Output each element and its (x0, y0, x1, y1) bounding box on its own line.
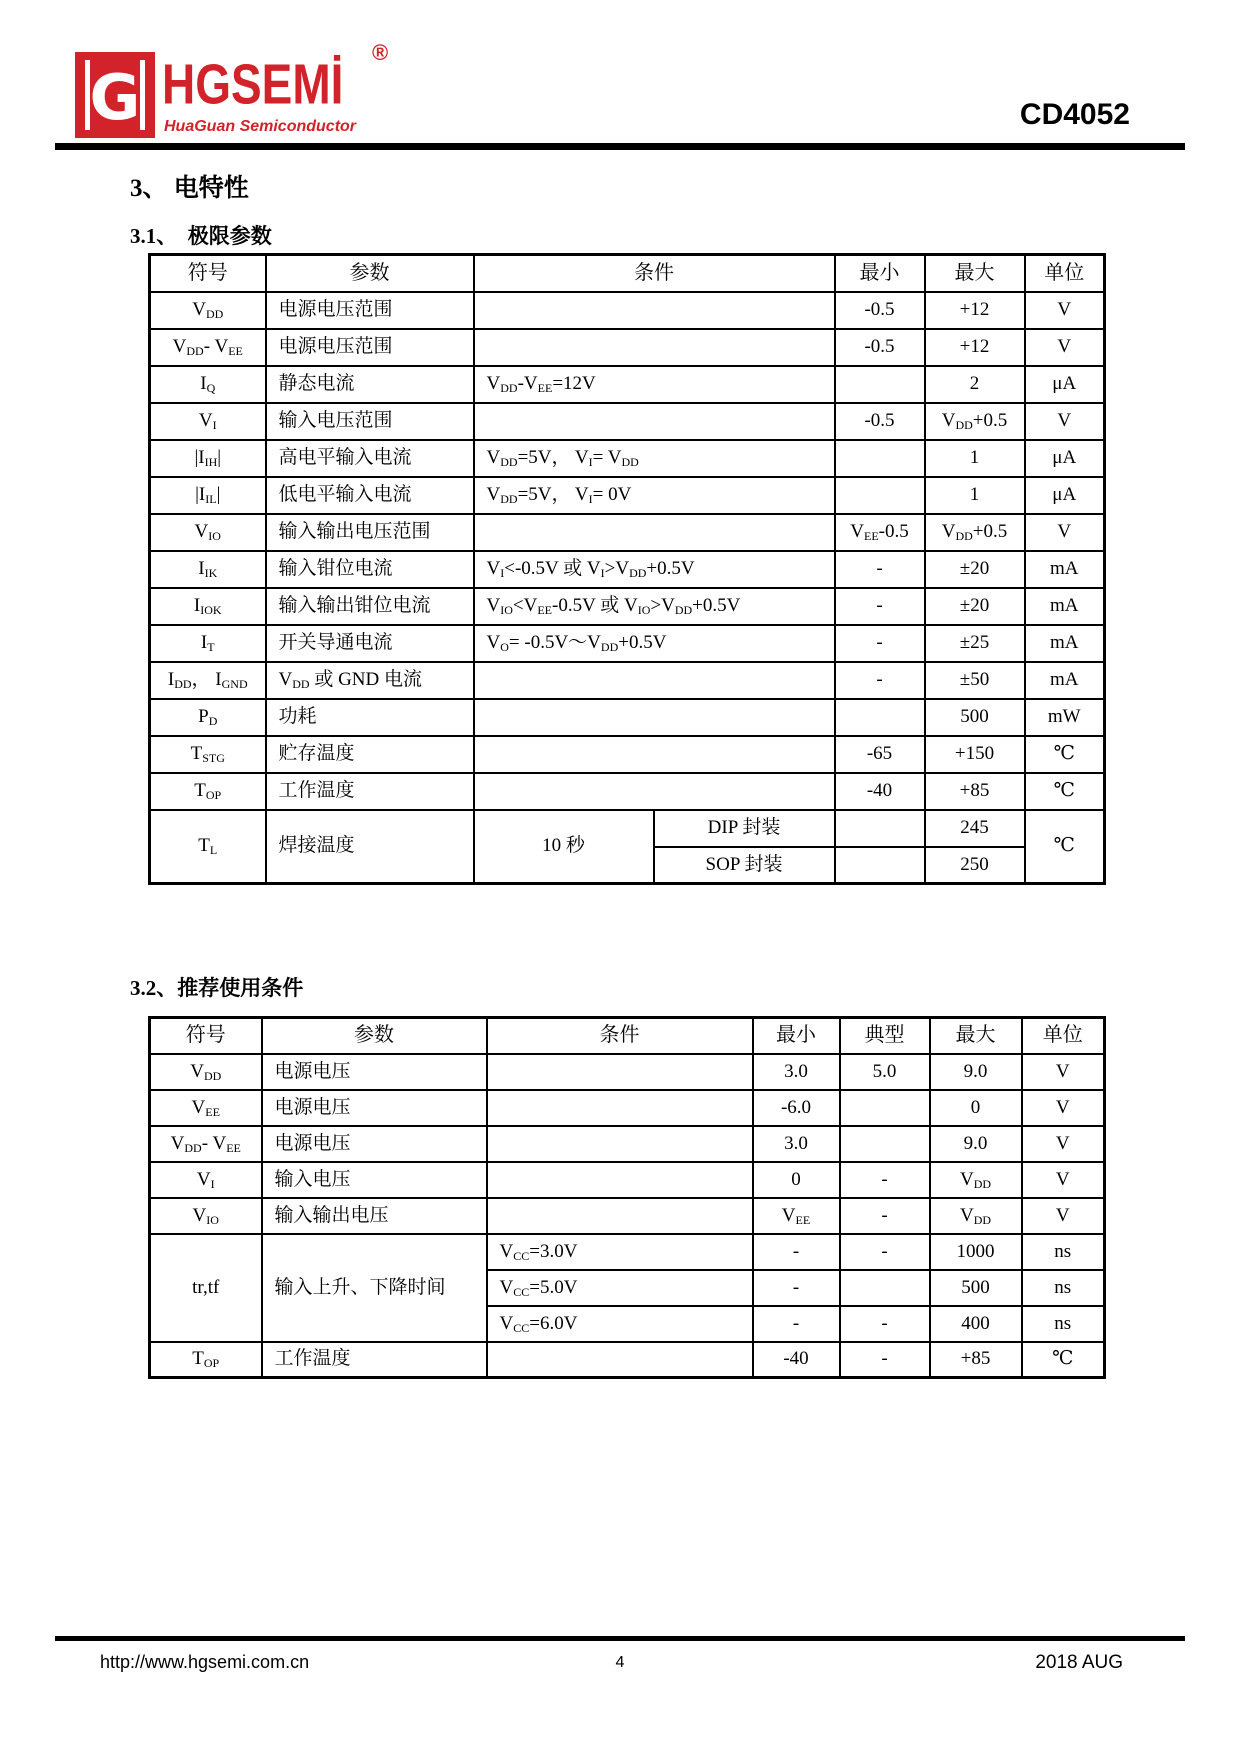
max-cell: 1 (925, 440, 1025, 477)
max-cell: 0 (930, 1090, 1022, 1126)
limits-table (148, 253, 1106, 885)
symbol-cell: $I_T$ (150, 625, 266, 662)
min-cell: - (835, 551, 925, 588)
max-cell: 1 (925, 477, 1025, 514)
cond-cell: $V_O=$ $-0.5V\sim V_{DD}+0.5V$ (474, 625, 835, 662)
symbol-cell: $V_{EE}$ (150, 1090, 262, 1126)
max-cell: 250 (925, 847, 1025, 884)
cond-cell (487, 1342, 753, 1378)
param-cell: 开关导通电流 (266, 625, 474, 662)
min-cell: - (753, 1306, 840, 1342)
cond-cell: $V_{DD}=5V$， $V_I= V_{DD}$ (474, 440, 835, 477)
symbol-cell: $T_{STG}$ (150, 736, 266, 773)
param-cell: 电源电压 (262, 1054, 487, 1090)
max-cell: 245 (925, 810, 1025, 847)
unit-cell: V (1022, 1162, 1105, 1198)
section-title-limits: 3.1、 极限参数 (130, 224, 272, 248)
max-cell: 9.0 (930, 1126, 1022, 1162)
max-cell: +12 (925, 292, 1025, 329)
header-max: 最大 (925, 255, 1025, 292)
max-cell: 500 (925, 699, 1025, 736)
unit-cell: ns (1022, 1234, 1105, 1270)
max-cell: +150 (925, 736, 1025, 773)
table-row (150, 440, 1105, 477)
symbol-cell: $V_{DD}-$ $V_{EE}$ (150, 1126, 262, 1162)
unit-cell: V (1022, 1198, 1105, 1234)
header-condition: 条件 (487, 1018, 753, 1054)
max-cell: +12 (925, 329, 1025, 366)
min-cell: -0.5 (835, 292, 925, 329)
min-cell: -0.5 (835, 329, 925, 366)
typ-cell (840, 1270, 930, 1306)
hgsemi-logo-icon (75, 52, 155, 138)
min-cell: $V_{EE}$ (753, 1198, 840, 1234)
cond-cell (474, 329, 835, 366)
footer-date: 2018 AUG (1035, 1652, 1123, 1673)
cond-cell (487, 1090, 753, 1126)
header-typical: 典型 (840, 1018, 930, 1054)
param-cell: 输入输出电压 (262, 1198, 487, 1234)
header-symbol: 符号 (150, 1018, 262, 1054)
table-row (150, 1054, 1105, 1090)
max-cell: $V_{DD}+0.5$ (925, 514, 1025, 551)
table-row (150, 773, 1105, 810)
registered-trademark-icon: ® (372, 40, 389, 65)
table-row (150, 1198, 1105, 1234)
param-cell: 输入电压 (262, 1162, 487, 1198)
min-cell: - (753, 1234, 840, 1270)
table-row (150, 292, 1105, 329)
typ-cell (840, 1090, 930, 1126)
unit-cell: V (1022, 1126, 1105, 1162)
min-cell: - (835, 662, 925, 699)
footer-url: http://www.hgsemi.com.cn (100, 1652, 310, 1672)
symbol-cell: $P_D$ (150, 699, 266, 736)
cond-cell (474, 403, 835, 440)
unit-cell: V (1022, 1054, 1105, 1090)
table-row (150, 403, 1105, 440)
unit-cell: mA (1025, 551, 1105, 588)
max-cell: 500 (930, 1270, 1022, 1306)
unit-cell: μA (1025, 366, 1105, 403)
unit-cell: mW (1025, 699, 1105, 736)
param-cell: 电源电压 (262, 1090, 487, 1126)
cond-cell: $V_{CC}=5.0V$ (487, 1270, 753, 1306)
max-cell: 2 (925, 366, 1025, 403)
param-cell: 焊接温度 (266, 810, 474, 884)
cond-cell: $V_{CC}=3.0V$ (487, 1234, 753, 1270)
max-cell: ±20 (925, 551, 1025, 588)
header-unit: 单位 (1022, 1018, 1105, 1054)
cond-cell: $V_{CC}=6.0V$ (487, 1306, 753, 1342)
unit-cell: ℃ (1025, 736, 1105, 773)
param-cell: 静态电流 (266, 366, 474, 403)
typ-cell: - (840, 1234, 930, 1270)
unit-cell: V (1022, 1090, 1105, 1126)
min-cell (835, 810, 925, 847)
param-cell: $V_{DD}$ 或 GND 电流 (266, 662, 474, 699)
table-row (150, 625, 1105, 662)
unit-cell: V (1025, 292, 1105, 329)
unit-cell: mA (1025, 662, 1105, 699)
table-row (150, 477, 1105, 514)
header-condition: 条件 (474, 255, 835, 292)
unit-cell: mA (1025, 625, 1105, 662)
param-cell: 输入电压范围 (266, 403, 474, 440)
unit-cell: V (1025, 514, 1105, 551)
param-cell: 电源电压范围 (266, 329, 474, 366)
package-cell: SOP 封装 (654, 847, 835, 884)
max-cell: ±20 (925, 588, 1025, 625)
part-number: CD4052 (1019, 98, 1130, 131)
symbol-cell: $V_{IO}$ (150, 1198, 262, 1234)
min-cell (835, 847, 925, 884)
param-cell: 输入上升、下降时间 (262, 1234, 487, 1342)
param-cell: 低电平输入电流 (266, 477, 474, 514)
min-cell (835, 440, 925, 477)
cond-cell (474, 662, 835, 699)
typ-cell: 5.0 (840, 1054, 930, 1090)
min-cell: -40 (753, 1342, 840, 1378)
min-cell: -6.0 (753, 1090, 840, 1126)
cond-cell (474, 699, 835, 736)
cond-cell: $V_{DD}=5V$， $V_I= 0V$ (474, 477, 835, 514)
brand-tagline: HuaGuan Semiconductor (164, 118, 357, 135)
unit-cell: mA (1025, 588, 1105, 625)
header-min: 最小 (753, 1018, 840, 1054)
section-title-electrical: 3、 电特性 (130, 175, 249, 202)
min-cell: - (753, 1270, 840, 1306)
cond-cell (487, 1054, 753, 1090)
header-min: 最小 (835, 255, 925, 292)
param-cell: 高电平输入电流 (266, 440, 474, 477)
typ-cell: - (840, 1306, 930, 1342)
table-row (150, 329, 1105, 366)
typ-cell: - (840, 1198, 930, 1234)
typ-cell: - (840, 1342, 930, 1378)
table-row (150, 1162, 1105, 1198)
package-cell: DIP 封装 (654, 810, 835, 847)
max-cell: $V_{DD}$ (930, 1198, 1022, 1234)
cond-cell: 10 秒 (474, 810, 654, 884)
page-number: 4 (615, 1654, 625, 1671)
header-max: 最大 (930, 1018, 1022, 1054)
max-cell: $V_{DD}+0.5$ (925, 403, 1025, 440)
min-cell: 0 (753, 1162, 840, 1198)
cond-cell: $V_{DD}-V_{EE}=12V$ (474, 366, 835, 403)
symbol-cell: $|I_{IL}|$ (150, 477, 266, 514)
table-row (150, 1234, 1105, 1270)
unit-cell: ns (1022, 1270, 1105, 1306)
table-header-row (150, 1018, 1105, 1054)
header-parameter: 参数 (262, 1018, 487, 1054)
brand-name: HGSEMİ (162, 52, 344, 116)
unit-cell: μA (1025, 477, 1105, 514)
param-cell: 输入钳位电流 (266, 551, 474, 588)
symbol-cell: $V_I$ (150, 1162, 262, 1198)
cond-cell (474, 773, 835, 810)
table-row (150, 514, 1105, 551)
cond-cell (487, 1126, 753, 1162)
param-cell: 工作温度 (262, 1342, 487, 1378)
cond-cell (487, 1198, 753, 1234)
min-cell (835, 477, 925, 514)
param-cell: 电源电压范围 (266, 292, 474, 329)
unit-cell: ℃ (1022, 1342, 1105, 1378)
max-cell: 1000 (930, 1234, 1022, 1270)
param-cell: 输入输出电压范围 (266, 514, 474, 551)
min-cell (835, 699, 925, 736)
unit-cell: ℃ (1025, 773, 1105, 810)
cond-cell (474, 514, 835, 551)
max-cell: 9.0 (930, 1054, 1022, 1090)
table-row (150, 1090, 1105, 1126)
cond-cell (474, 736, 835, 773)
symbol-cell: $I_{IOK}$ (150, 588, 266, 625)
typ-cell: - (840, 1162, 930, 1198)
min-cell: 3.0 (753, 1054, 840, 1090)
header-symbol: 符号 (150, 255, 266, 292)
symbol-cell: $V_{DD}-$ $V_{EE}$ (150, 329, 266, 366)
max-cell: ±25 (925, 625, 1025, 662)
symbol-cell: $T_{OP}$ (150, 773, 266, 810)
unit-cell: ℃ (1025, 810, 1105, 884)
symbol-cell: $V_{IO}$ (150, 514, 266, 551)
min-cell: - (835, 625, 925, 662)
symbol-cell: tr,tf (150, 1234, 262, 1342)
cond-cell (487, 1162, 753, 1198)
min-cell (835, 366, 925, 403)
section-title-recommended: 3.2、推荐使用条件 (130, 976, 304, 1000)
max-cell: +85 (925, 773, 1025, 810)
param-cell: 贮存温度 (266, 736, 474, 773)
typ-cell (840, 1126, 930, 1162)
table-row (150, 736, 1105, 773)
table-row (150, 699, 1105, 736)
symbol-cell: $I_{DD}$， $I_{GND}$ (150, 662, 266, 699)
param-cell: 工作温度 (266, 773, 474, 810)
max-cell: ±50 (925, 662, 1025, 699)
symbol-cell: $V_{DD}$ (150, 292, 266, 329)
header-unit: 单位 (1025, 255, 1105, 292)
param-cell: 功耗 (266, 699, 474, 736)
table-row (150, 1126, 1105, 1162)
max-cell: $V_{DD}$ (930, 1162, 1022, 1198)
symbol-cell: $I_{IK}$ (150, 551, 266, 588)
param-cell: 输入输出钳位电流 (266, 588, 474, 625)
table-row (150, 551, 1105, 588)
symbol-cell: $T_L$ (150, 810, 266, 884)
unit-cell: μA (1025, 440, 1105, 477)
recommended-conditions-table (148, 1016, 1106, 1379)
min-cell: -65 (835, 736, 925, 773)
min-cell: 3.0 (753, 1126, 840, 1162)
unit-cell: ns (1022, 1306, 1105, 1342)
cond-cell (474, 292, 835, 329)
cond-cell: $V_I<-0.5V$ 或 $V_I>V_{DD}+0.5V$ (474, 551, 835, 588)
table-row (150, 662, 1105, 699)
table-row (150, 366, 1105, 403)
max-cell: +85 (930, 1342, 1022, 1378)
min-cell: $V_{EE}-0.5$ (835, 514, 925, 551)
header-rule (55, 143, 1185, 150)
min-cell: - (835, 588, 925, 625)
symbol-cell: $T_{OP}$ (150, 1342, 262, 1378)
footer-rule (55, 1636, 1185, 1641)
table-row (150, 588, 1105, 625)
table-row (150, 1342, 1105, 1378)
cond-cell: $V_{IO}<V_{EE}-0.5V$ 或 $V_{IO}>V_{DD}+0.5V$ (474, 588, 835, 625)
symbol-cell: $V_I$ (150, 403, 266, 440)
header-parameter: 参数 (266, 255, 474, 292)
unit-cell: V (1025, 329, 1105, 366)
max-cell: 400 (930, 1306, 1022, 1342)
min-cell: -40 (835, 773, 925, 810)
table-header-row (150, 255, 1105, 292)
min-cell: -0.5 (835, 403, 925, 440)
svg-text:G: G (89, 61, 141, 134)
unit-cell: V (1025, 403, 1105, 440)
table-row (150, 810, 1105, 847)
symbol-cell: $|I_{IH}|$ (150, 440, 266, 477)
symbol-cell: $I_Q$ (150, 366, 266, 403)
symbol-cell: $V_{DD}$ (150, 1054, 262, 1090)
param-cell: 电源电压 (262, 1126, 487, 1162)
